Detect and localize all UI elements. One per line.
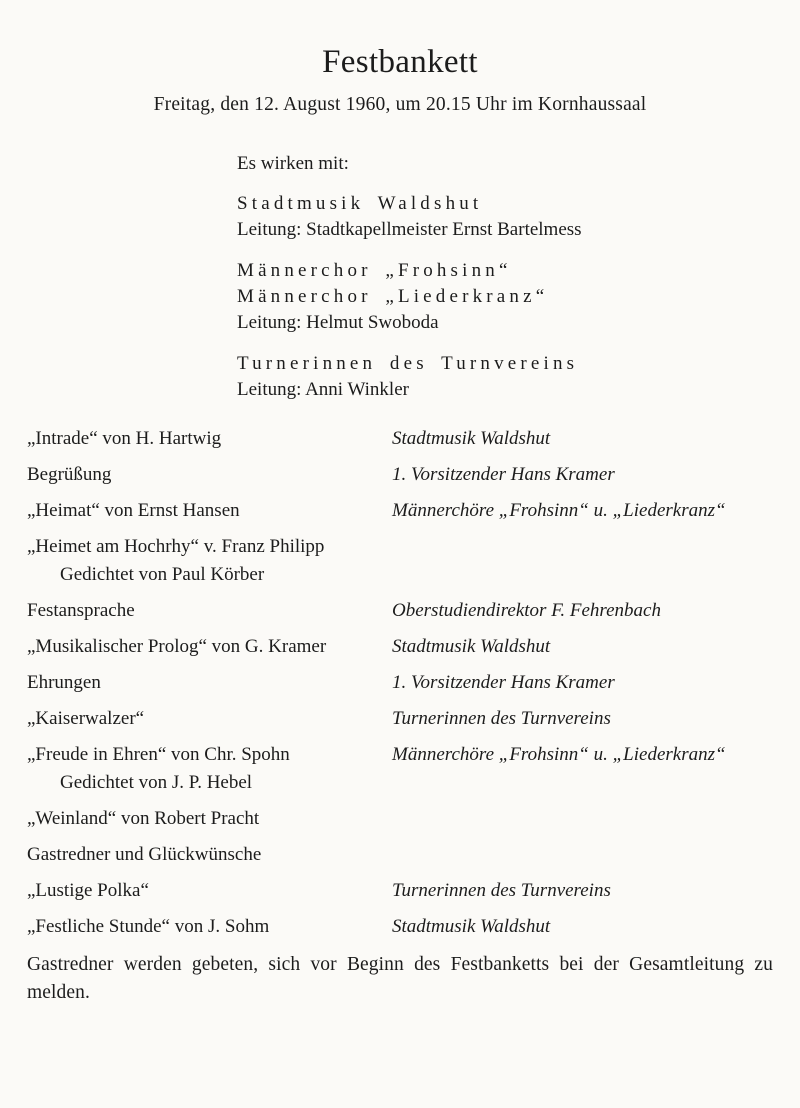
program-item-performer: Oberstudiendirektor F. Fehrenbach	[392, 600, 661, 621]
participant-group-turnerinnen	[237, 351, 773, 403]
program-item-line2: Gedichtet von Paul Körber	[60, 564, 265, 585]
page-subtitle: Freitag, den 12. August 1960, um 20.15 Uhr im Kornhaussaal	[153, 94, 647, 115]
program-item-title	[27, 843, 392, 866]
group-leader: Leitung: Helmut Swoboda	[237, 312, 439, 333]
program-row	[27, 427, 773, 450]
program-item-performer: 1. Vorsitzender Hans Kramer	[392, 672, 615, 693]
program-item-line1: „Lustige Polka“	[27, 880, 149, 901]
participant-group-maennerchoere	[237, 258, 773, 336]
program-list	[27, 427, 773, 938]
program-item-performer: Turnerinnen des Turnvereins	[392, 708, 611, 729]
group-leader: Leitung: Stadtkapellmeister Ernst Bartelmess	[237, 219, 582, 240]
program-row	[27, 879, 773, 902]
group-leader: Leitung: Anni Winkler	[237, 379, 409, 400]
program-item-line1: „Kaiserwalzer“	[27, 708, 145, 729]
program-row	[27, 707, 773, 730]
program-item-line1: Festansprache	[27, 600, 135, 621]
program-row	[27, 499, 773, 522]
program-row	[27, 807, 773, 830]
program-item-performer: Stadtmusik Waldshut	[392, 916, 551, 937]
program-item-title	[27, 535, 392, 586]
program-row	[27, 599, 773, 622]
program-item-title	[27, 807, 392, 830]
program-item-title	[27, 743, 392, 794]
program-item-line1: Gastredner und Glückwünsche	[27, 844, 262, 865]
program-item-performer: Stadtmusik Waldshut	[392, 428, 551, 449]
program-item-title	[27, 879, 392, 902]
participants-intro: Es wirken mit:	[237, 153, 349, 174]
program-item-performer: Männerchöre „Frohsinn“ u. „Liederkranz“	[392, 500, 726, 521]
program-item-line2: Gedichtet von J. P. Hebel	[60, 772, 253, 793]
program-row	[27, 915, 773, 938]
program-item-title	[27, 463, 392, 486]
group-name: Turnerinnen des Turnvereins	[237, 353, 579, 374]
program-item-title	[27, 671, 392, 694]
program-item-line1: „Heimat“ von Ernst Hansen	[27, 500, 240, 521]
program-item-line1: „Musikalischer Prolog“ von G. Kramer	[27, 636, 327, 657]
group-name: Stadtmusik Waldshut	[237, 193, 483, 214]
program-row	[27, 535, 773, 586]
program-item-line1: „Festliche Stunde“ von J. Sohm	[27, 916, 270, 937]
program-item-title	[27, 499, 392, 522]
program-item-performer: Turnerinnen des Turnvereins	[392, 880, 611, 901]
footer-note: Gastredner werden gebeten, sich vor Beginn des Festbanketts bei der Gesamtleitung zu melden.	[27, 954, 773, 1003]
program-row	[27, 463, 773, 486]
participants-section	[237, 152, 773, 403]
program-item-line1: „Heimet am Hochrhy“ v. Franz Philipp	[27, 536, 325, 557]
group-name: Männerchor „Frohsinn“	[237, 260, 512, 281]
program-item-performer: 1. Vorsitzender Hans Kramer	[392, 464, 615, 485]
program-item-title	[27, 427, 392, 450]
program-row	[27, 843, 773, 866]
program-item-line1: „Freude in Ehren“ von Chr. Spohn	[27, 744, 290, 765]
program-item-title	[27, 915, 392, 938]
group-name: Männerchor „Liederkranz“	[237, 286, 549, 307]
program-item-title	[27, 599, 392, 622]
program-item-title	[27, 635, 392, 658]
program-item-line1: „Weinland“ von Robert Pracht	[27, 808, 260, 829]
program-item-line1: „Intrade“ von H. Hartwig	[27, 428, 222, 449]
program-item-line1: Begrüßung	[27, 464, 112, 485]
program-item-line1: Ehrungen	[27, 672, 101, 693]
page-title: Festbankett	[322, 44, 478, 80]
program-row	[27, 671, 773, 694]
program-item-performer: Männerchöre „Frohsinn“ u. „Liederkranz“	[392, 744, 726, 765]
program-row	[27, 743, 773, 794]
program-item-performer: Stadtmusik Waldshut	[392, 636, 551, 657]
participant-group-stadtmusik	[237, 191, 773, 243]
program-item-title	[27, 707, 392, 730]
program-row	[27, 635, 773, 658]
